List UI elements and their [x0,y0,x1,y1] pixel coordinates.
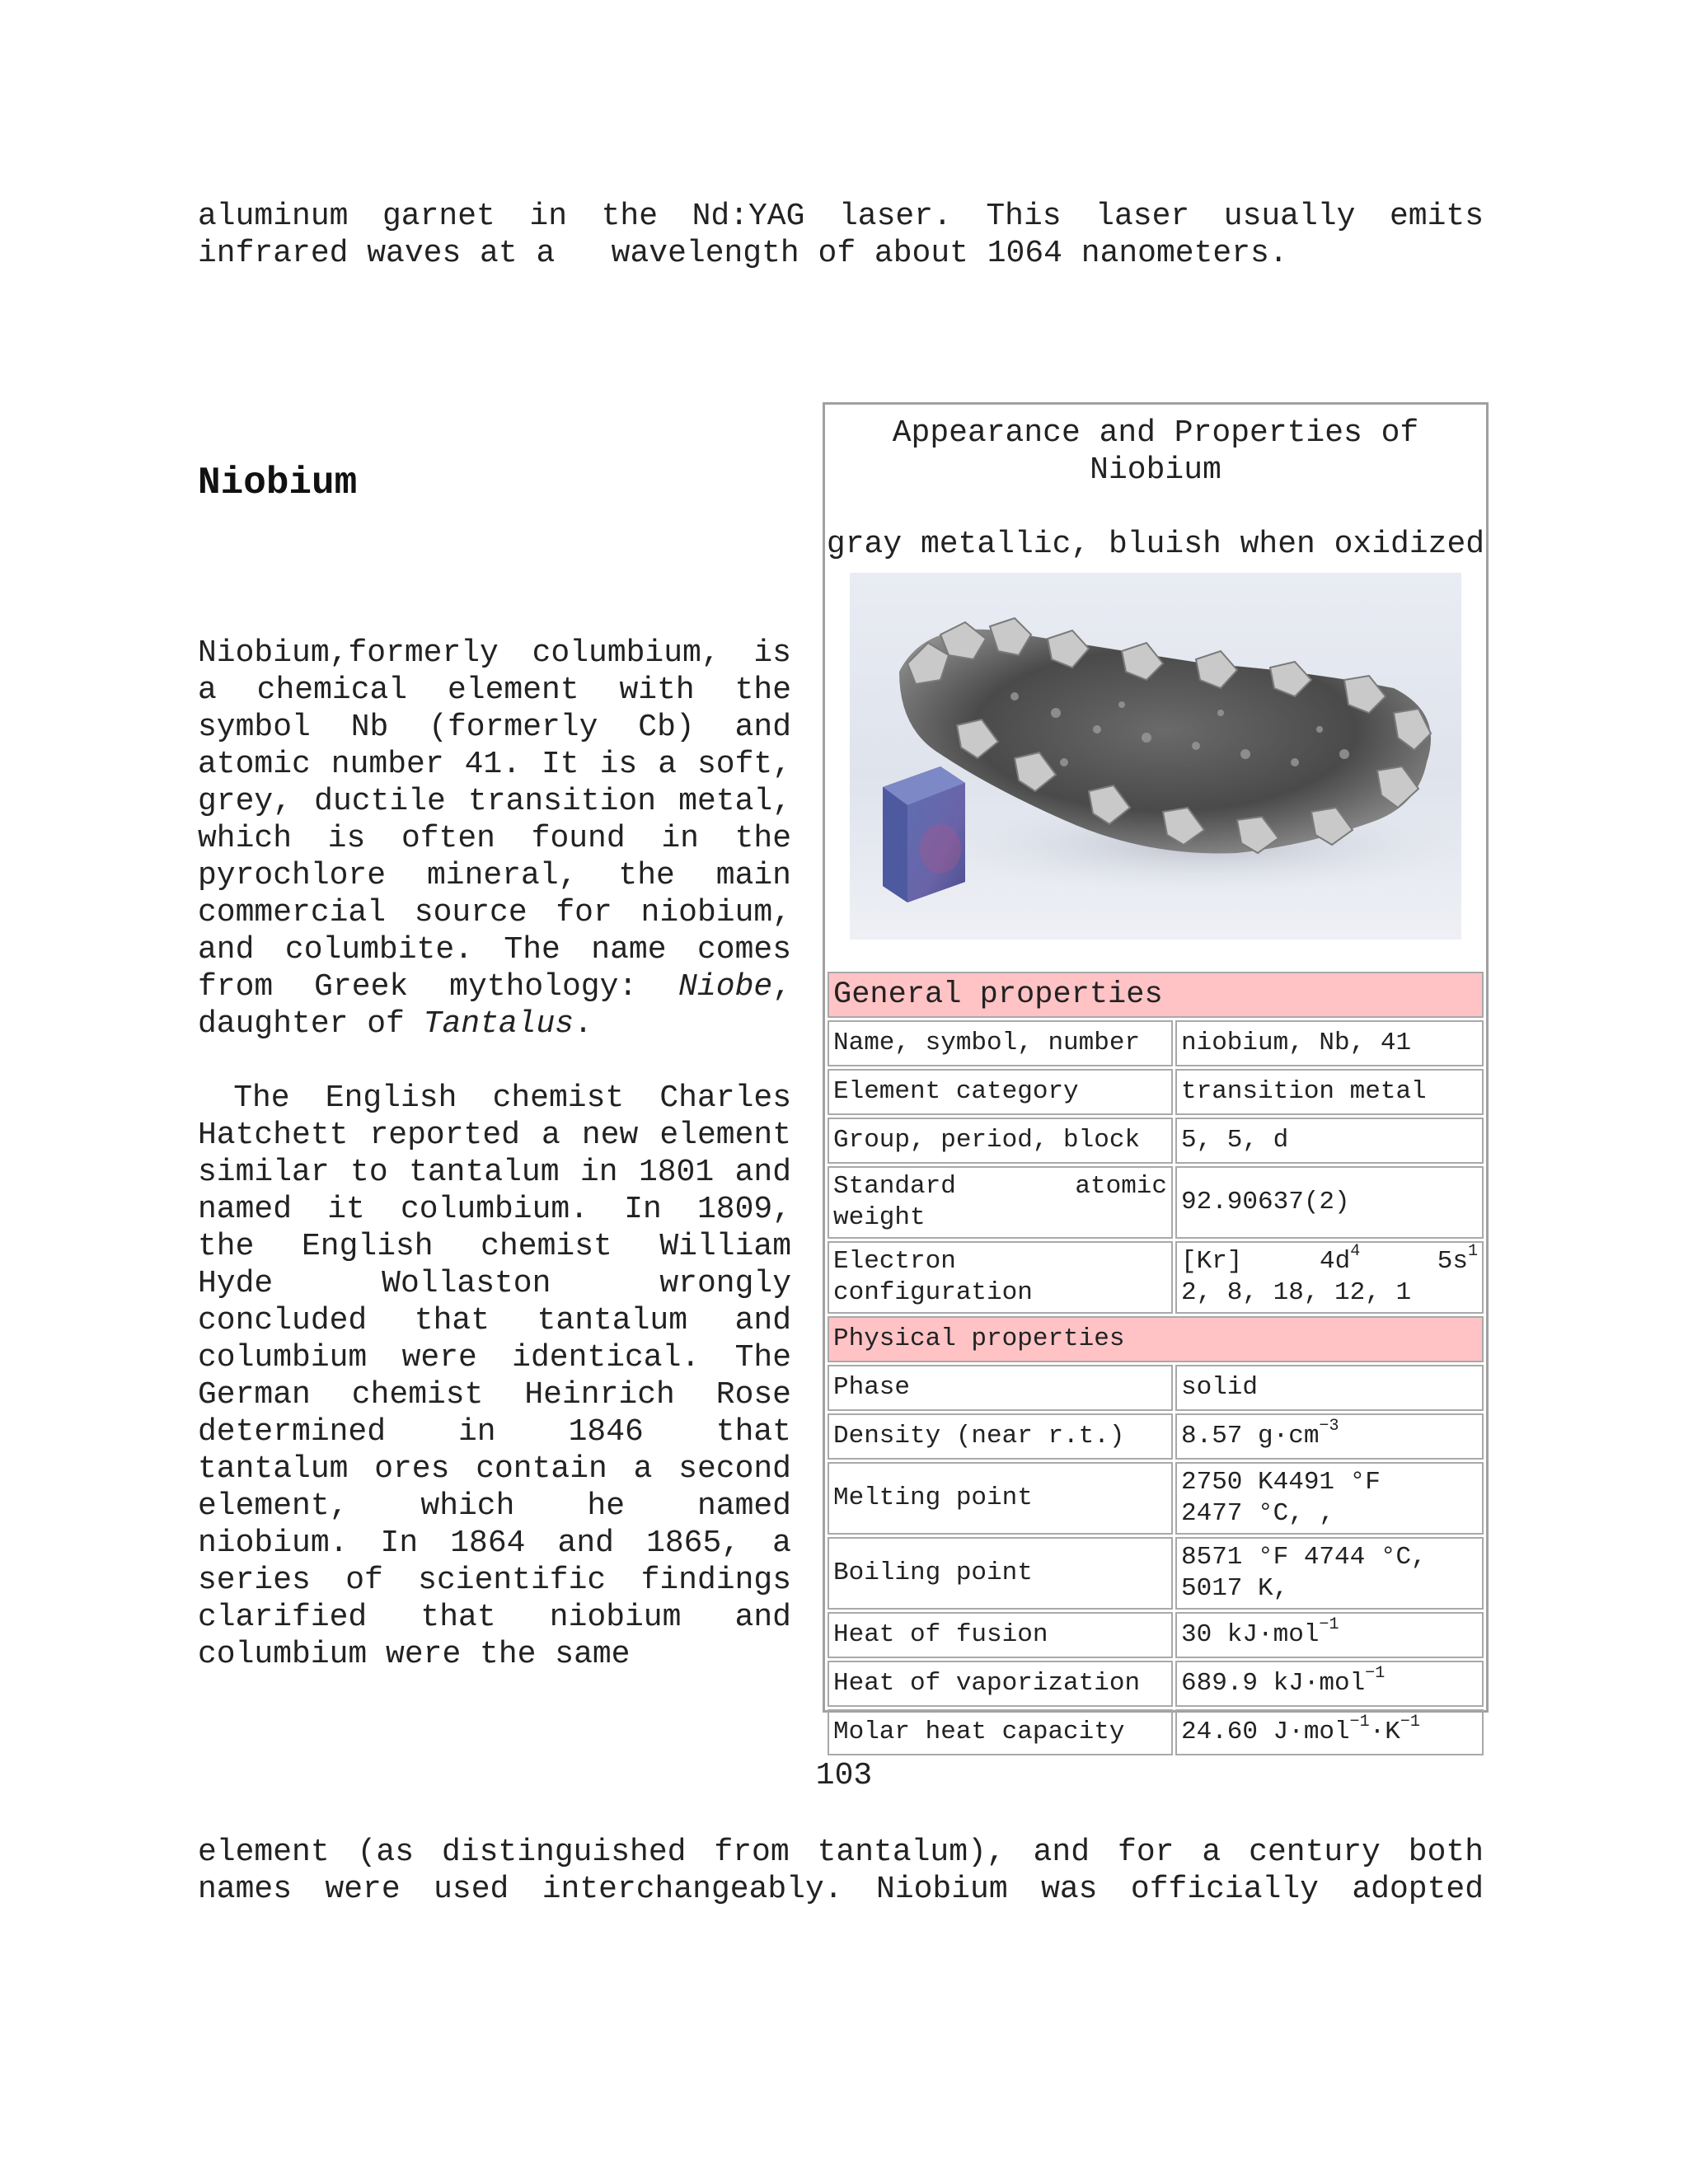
top-paragraph-line-2: infrared waves at a wavelength of about 1064 nanometers. [198,236,1288,271]
row-key: Molar heat capacity [828,1709,1173,1755]
top-paragraph [198,198,1484,272]
table-row [828,1537,1484,1610]
intro-text-mid: , daughter of [198,969,791,1042]
table-row [828,1365,1484,1411]
vaporization-exponent: −1 [1365,1663,1386,1683]
row-value [1175,1709,1484,1755]
paragraph-intro [198,635,791,1043]
row-key: Boiling point [828,1537,1173,1610]
niobium-photo [850,573,1461,940]
infobox-title: Appearance and Properties of Niobium [892,415,1419,488]
config-4d: $4d^4$ [1319,1241,1361,1276]
table-row [828,1462,1484,1535]
row-value: solid [1175,1365,1484,1411]
paragraph-history: The English chemist Charles Hatchett reported a new element similar to tantalum in 1801 and named it columbium. In 1809, the English chemist William Hyde Wollaston wrongly concluded that tantalum and columbium were identical. The German chemist Heinrich Rose determined in 1846 that tantalum ores contain a second element, which he named niobium. In 1864 and 1865, a series of scientific findings clarified that niobium and columbium were the same [198,1080,810,1672]
section-physical-properties: Physical properties [828,1316,1484,1362]
row-value [1175,1612,1484,1658]
bottom-paragraph: element (as distinguished from tantalum), and for a century both names were used interchangeably. Niobium was officially adopted [198,1835,1484,1907]
table-row [828,1709,1484,1755]
row-key: Heat of vaporization [828,1661,1173,1707]
table-row [828,1241,1484,1314]
intro-tantalus: Tantalus [423,1006,574,1042]
table-row [828,1612,1484,1658]
section-general-properties: General properties [828,972,1484,1018]
table-row [828,1020,1484,1066]
row-value: niobium, Nb, 41 [1175,1020,1484,1066]
table-row [828,1661,1484,1707]
molar-value: 24.60 J·mol [1181,1718,1350,1746]
molar-exponent-1: −1 [1349,1712,1370,1732]
fusion-value: 30 kJ·mol [1181,1620,1320,1649]
section-heading: Niobium [198,462,358,504]
density-value: 8.57 g·cm [1181,1422,1320,1451]
config-5s: $5s^1$ [1437,1241,1478,1276]
table-row [828,1118,1484,1164]
table-row [828,1166,1484,1239]
config-sup-4: 4 [1350,1241,1361,1261]
row-key: Melting point [828,1462,1173,1535]
boiling-line-1: 8571 °F 4744 °C, [1181,1543,1427,1572]
intro-text-end: . [574,1006,593,1042]
intro-niobe: Niobe [678,969,773,1005]
row-key: Element category [828,1069,1173,1115]
row-value [1175,1462,1484,1535]
melting-line-1: 2750 K4491 °F [1181,1468,1381,1497]
vaporization-value: 689.9 kJ·mol [1181,1669,1366,1698]
molar-exponent-2: −1 [1400,1712,1420,1732]
density-exponent: −3 [1319,1416,1339,1436]
properties-table [825,969,1486,1758]
config-kr: [Kr] [1181,1247,1243,1276]
row-key: Group, period, block [828,1118,1173,1164]
top-paragraph-line-1: aluminum garnet in the Nd:YAG laser. This laser usually emits [198,199,1484,234]
row-value [1175,1661,1484,1707]
row-key: Density (near r.t.) [828,1413,1173,1460]
molar-kelvin: ·K [1369,1718,1400,1746]
row-key: Electron configuration [828,1241,1173,1314]
row-value [1175,1241,1484,1314]
row-key: Phase [828,1365,1173,1411]
infobox-appearance: gray metallic, bluish when oxidized [826,527,1485,562]
row-key: Standard atomic weight [828,1166,1173,1239]
config-shells: 2, 8, 18, 12, 1 [1181,1278,1412,1307]
row-value: 92.90637(2) [1175,1166,1484,1239]
row-value: 5, 5, d [1175,1118,1484,1164]
table-row [828,1069,1484,1115]
row-value [1175,1413,1484,1460]
niobium-crystals-illustration [850,573,1461,940]
boiling-line-2: 5017 K, [1181,1574,1289,1603]
row-key: Name, symbol, number [828,1020,1173,1066]
row-key: Heat of fusion [828,1612,1173,1658]
intro-text: Niobium,formerly columbium, is a chemical element with the symbol Nb (formerly Cb) and atomic number 41. It is a soft, grey, ductile transition metal, which is often found in the pyrochlore mineral, the main commercial source for niobium, and columbite. The name comes from Greek mythology: [198,635,791,1005]
config-sup-1: 1 [1467,1241,1478,1261]
infobox-caption [825,405,1486,563]
page-number: 103 [815,1758,873,1793]
melting-line-2: 2477 °C, , [1181,1499,1335,1528]
fusion-exponent: −1 [1319,1615,1339,1634]
table-row [828,1413,1484,1460]
left-column [198,635,810,1710]
row-value: transition metal [1175,1069,1484,1115]
row-value [1175,1537,1484,1610]
